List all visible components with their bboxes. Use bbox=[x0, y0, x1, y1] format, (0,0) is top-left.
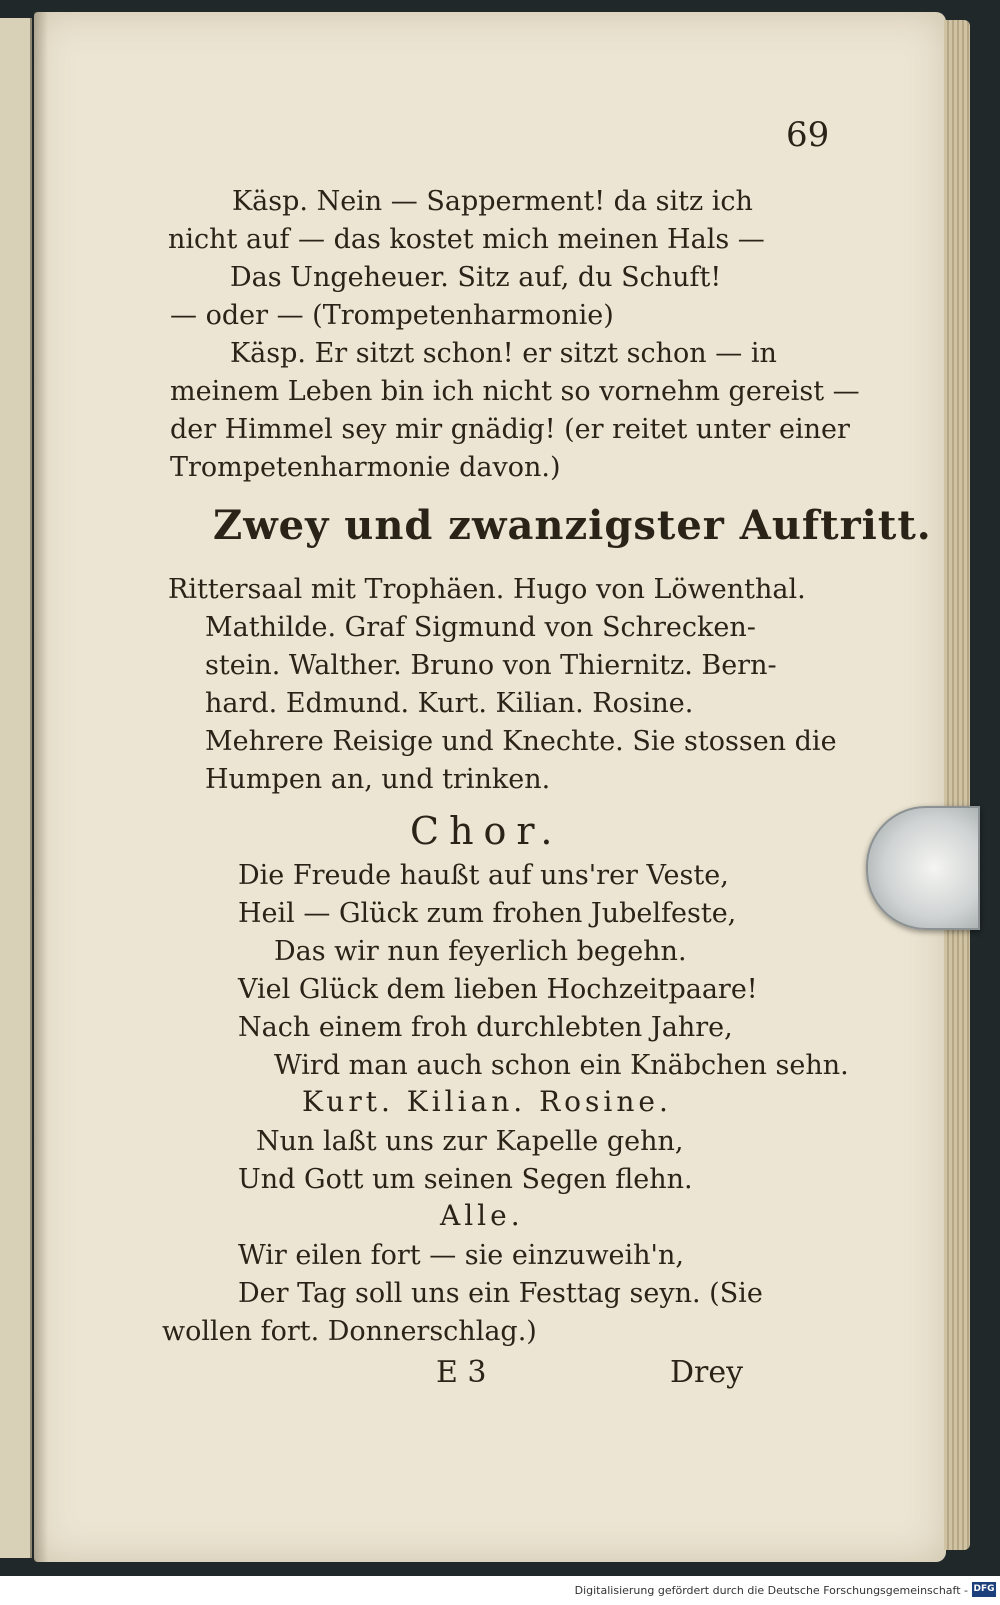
text-line: Das Ungeheuer. Sitz auf, du Schuft! bbox=[230, 262, 722, 293]
role-label-all: Alle. bbox=[440, 1199, 524, 1232]
stage-direction-line: hard. Edmund. Kurt. Kilian. Rosine. bbox=[205, 688, 694, 719]
page-gutter-shadow bbox=[34, 12, 48, 1562]
text-line: meinem Leben bin ich nicht so vornehm gereist — bbox=[170, 376, 860, 407]
scene-heading: Zwey und zwanzigster Auftritt. bbox=[213, 502, 932, 549]
verse-line: Der Tag soll uns ein Festtag seyn. (Sie bbox=[238, 1278, 763, 1309]
footer-bar bbox=[0, 1576, 1000, 1605]
verse-line: Das wir nun feyerlich begehn. bbox=[274, 936, 687, 967]
text-line: Käsp. Nein — Sapperment! da sitz ich bbox=[232, 186, 753, 217]
text-line: nicht auf — das kostet mich meinen Hals — bbox=[168, 224, 765, 255]
verse-line: Viel Glück dem lieben Hochzeitpaare! bbox=[238, 974, 758, 1005]
verse-line: Und Gott um seinen Segen flehn. bbox=[238, 1164, 693, 1195]
chorus-label: Chor. bbox=[410, 809, 563, 853]
stage-direction-line: stein. Walther. Bruno von Thiernitz. Bern- bbox=[205, 650, 777, 681]
stage-direction-line: Mathilde. Graf Sigmund von Schrecken- bbox=[205, 612, 756, 643]
signature-mark: E 3 bbox=[436, 1355, 487, 1390]
page-stack-edges bbox=[944, 20, 970, 1550]
text-line: Trompetenharmonie davon.) bbox=[170, 452, 561, 483]
text-line: — oder — (Trompetenharmonie) bbox=[170, 300, 614, 331]
stage-direction-line: Humpen an, und trinken. bbox=[205, 764, 551, 795]
verse-line: Nun laßt uns zur Kapelle gehn, bbox=[256, 1126, 684, 1157]
role-label-trio: Kurt. Kilian. Rosine. bbox=[302, 1085, 672, 1118]
page-number: 69 bbox=[786, 115, 830, 155]
facing-page-edge bbox=[0, 18, 32, 1558]
catchword: Drey bbox=[670, 1355, 744, 1390]
dfg-logo: DFG bbox=[972, 1582, 996, 1597]
stage-direction-line: Mehrere Reisige und Knechte. Sie stossen die bbox=[205, 726, 837, 757]
verse-line: Heil — Glück zum frohen Jubelfeste, bbox=[238, 898, 737, 929]
verse-line: Nach einem froh durchlebten Jahre, bbox=[238, 1012, 733, 1043]
page-clip bbox=[866, 806, 980, 930]
text-line: der Himmel sey mir gnädig! (er reitet unter einer bbox=[170, 414, 850, 445]
stage-direction-line: Rittersaal mit Trophäen. Hugo von Löwenthal. bbox=[168, 574, 806, 605]
text-line: Käsp. Er sitzt schon! er sitzt schon — in bbox=[230, 338, 777, 369]
verse-line: wollen fort. Donnerschlag.) bbox=[162, 1316, 537, 1347]
verse-line: Wird man auch schon ein Knäbchen sehn. bbox=[274, 1050, 849, 1081]
footer-credit: Digitalisierung gefördert durch die Deutsche Forschungsgemeinschaft - bbox=[574, 1584, 968, 1597]
verse-line: Die Freude haußt auf uns'rer Veste, bbox=[238, 860, 729, 891]
verse-line: Wir eilen fort — sie einzuweih'n, bbox=[238, 1240, 684, 1271]
